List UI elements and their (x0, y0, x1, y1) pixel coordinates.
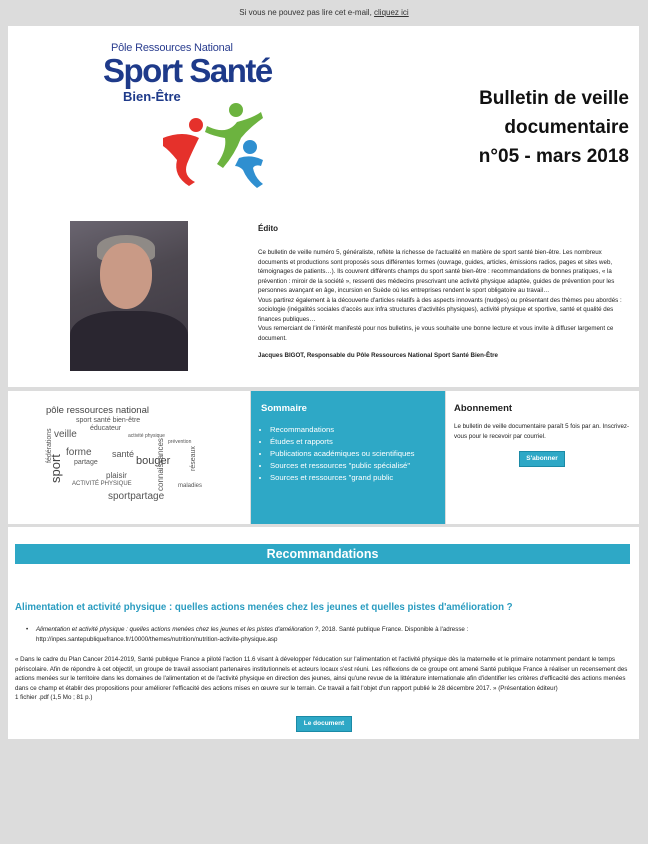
view-online-link[interactable]: cliquez ici (374, 8, 409, 17)
reference-details[interactable]: , 2018. Santé publique France. Disponible à l'adresse : http://inpes.santepubliquefrance.fr/10000/themes/nutrition/nutrition-activite-physique.asp (36, 626, 469, 643)
wc-word: ACTIVITÉ PHYSIQUE (72, 481, 132, 487)
edito-section (8, 212, 639, 387)
edito-paragraph: Vous partirez également à la découverte d'articles relatifs à des aspects innovants (nudges) ou présentant des thèmes peu abordés : sociologie (inégalités sociales d'accès aux infra structures d'activités physiques), activité physique et sportive, santé et qualité des finances publiques… (258, 296, 622, 323)
wc-word: santé (112, 449, 135, 459)
wc-word: fédérations (46, 428, 53, 463)
logo-line1: Pôle Ressources National (111, 42, 233, 54)
wc-word: prévention (168, 439, 192, 445)
wc-word: éducateur (90, 425, 122, 432)
abonnement-text: Le bulletin de veille documentaire paraît 5 fois par an. Inscrivez-vous pour le recevoir par courriel. (454, 423, 630, 440)
sommaire-list (258, 424, 414, 484)
wc-word: veille (54, 429, 77, 440)
logo-line3: Bien-Être (123, 89, 181, 104)
wc-word: connaissances (156, 438, 165, 491)
newsletter-header (8, 26, 639, 212)
edito-signature: Jacques BIGOT, Responsable du Pôle Ressources National Sport Santé Bien-Être (258, 352, 498, 359)
wc-word: sportpartage (108, 491, 165, 502)
bulletin-title (479, 84, 629, 171)
view-online-text: Si vous ne pouvez pas lire cet e-mail, (239, 8, 372, 17)
pole-ressources-logo (103, 42, 273, 192)
wc-word: réseaux (190, 446, 197, 471)
title-line1: Bulletin de veille (479, 88, 629, 109)
logo-line2: Sport Santé (103, 52, 272, 89)
file-info: 1 fichier .pdf (1,5 Mo ; 81 p.) (15, 694, 93, 701)
title-line2: documentaire (504, 117, 629, 138)
edito-paragraph: Ce bulletin de veille numéro 5, généraliste, reflète la richesse de l'actualité en matière de sport santé bien-être. Les nombreux documents et productions sont proposés sous différentes formes (ouvrage, guides, articles, émissions radios, pages et sites web, témoignages de patients…). Ils couvrent différents champs du sport santé bien-être : recommandations de bonnes pratiques, « la prévention : miroir de la société », ressenti des médecins prescrivant une activité physique adaptée, guides de prévention pour les personnes avançant en âge, incursion en Suède où les entreprises rendent le sport obligatoire au travail… (258, 249, 615, 294)
wc-word: sport santé bien-être (76, 417, 141, 424)
view-online-notice (0, 0, 648, 26)
sommaire-item-publications[interactable]: • Publications académiques ou scientifiques (270, 448, 414, 460)
wc-word: partage (74, 459, 98, 466)
summary-row (8, 391, 639, 524)
sommaire-panel (251, 391, 445, 524)
wc-word: maladies (178, 483, 203, 489)
article-title[interactable]: Alimentation et activité physique : quelles actions menées chez les jeunes et quelles pistes d'amélioration ? (15, 602, 513, 613)
edito-paragraph: Vous remerciant de l'intérêt manifesté pour nos bulletins, je vous souhaite une bonne lecture et vous invite à diffuser largement ce document. (258, 325, 614, 342)
wc-word: pôle ressources national (46, 405, 149, 416)
wc-word: forme (66, 447, 92, 458)
document-button[interactable]: Le document (296, 716, 352, 732)
sommaire-heading: Sommaire (261, 403, 307, 414)
word-cloud-image (8, 391, 250, 524)
recommandations-bar: Recommandations (15, 544, 630, 564)
wc-word: plaisir (106, 471, 127, 480)
wc-word: activité physique (128, 433, 165, 439)
recommandations-section (8, 527, 639, 739)
subscribe-button[interactable]: S'abonner (519, 451, 565, 467)
reference-title: Alimentation et activité physique : quelles actions menées chez les jeunes et les pistes d'amélioration ? (36, 626, 319, 633)
wc-word: sport (48, 454, 63, 483)
sommaire-item-etudes[interactable]: • Études et rapports (270, 436, 414, 448)
summary-text: « Dans le cadre du Plan Cancer 2014-2019, Santé publique France a piloté l'action 11.6 visant à développer l'éducation sur l'alimentation et l'activité physique dès la maternelle et le primaire notamment pendant le temps périscolaire. Afin de répondre à cet objectif, un groupe de travail associant partenaires institutionnels et acteurs locaux s'est réuni. Les réflexions de ce groupe ont amené Santé publique France à réaliser un recensement des actions menées sur le territoire dans les domaines de l'alimentation et de l'activité physique en direction des jeunes, ainsi qu'une revue de la littérature internationale afin d'identifier les critères d'efficacité des actions menées dans ce champ et établir des propositions pour améliorer l'efficacité des actions mises en œuvre sur le terrain. Ce travail a fait l'objet d'un rapport publié le 28 décembre 2017. » (Présentation éditeur) (15, 656, 628, 692)
edito-text (258, 248, 630, 343)
title-line3: n°05 - mars 2018 (478, 146, 629, 167)
bullet-icon: • (26, 626, 29, 633)
abonnement-panel (446, 391, 639, 524)
article-summary (15, 655, 633, 703)
sommaire-item-grand-public[interactable]: • Sources et ressources "grand public (270, 472, 414, 484)
sommaire-item-public-specialise[interactable]: • Sources et ressources "public spécialisé" (270, 460, 414, 472)
abonnement-heading: Abonnement (454, 403, 513, 414)
logo-figures-icon (103, 42, 273, 192)
author-photo (70, 221, 188, 371)
sommaire-item-recommandations[interactable]: • Recommandations (270, 424, 414, 436)
wc-word: bouger (136, 455, 171, 467)
edito-heading: Édito (258, 224, 278, 233)
article-reference (26, 625, 626, 644)
